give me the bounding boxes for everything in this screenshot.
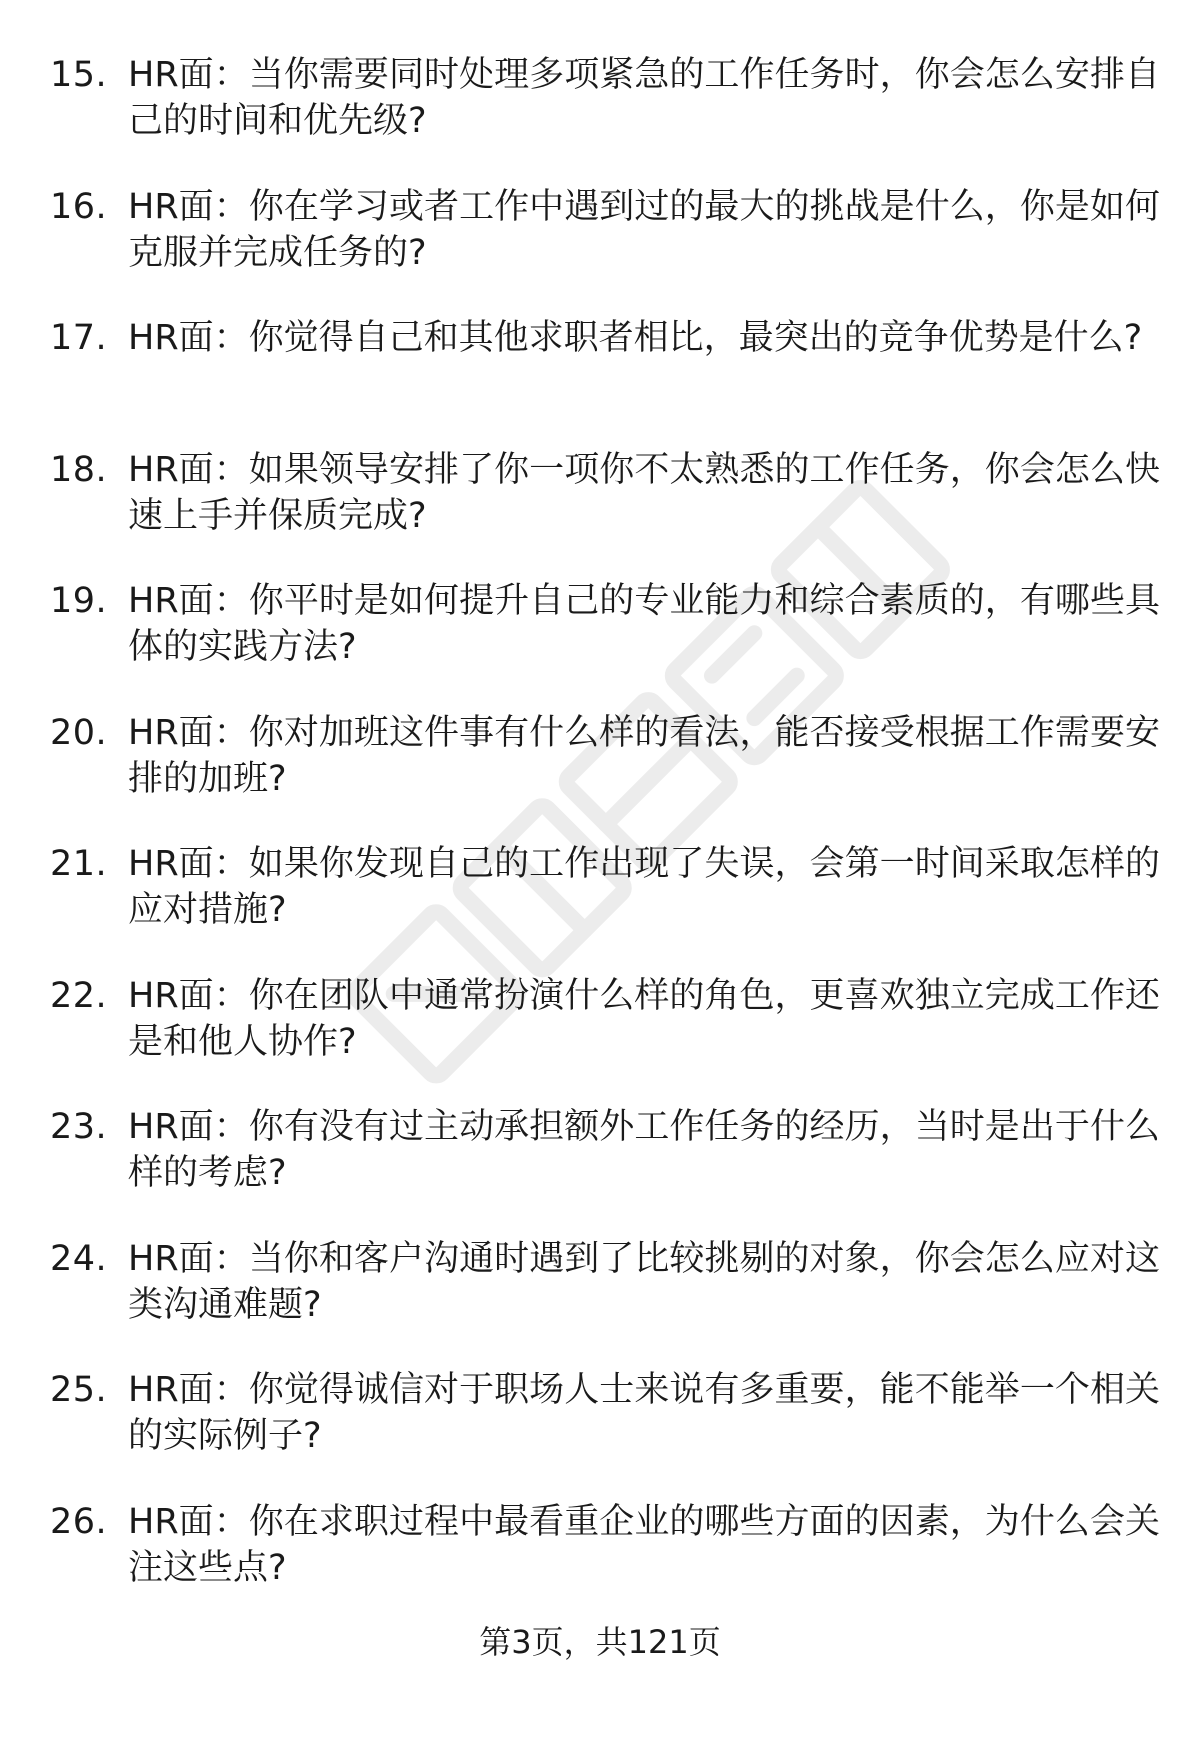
question-number: 21. [50, 844, 108, 884]
list-item [50, 1104, 1160, 1236]
question-text: HR面：你在求职过程中最看重企业的哪些方面的因素，为什么会关注这些点? [128, 1501, 1160, 1588]
list-item [50, 973, 1160, 1105]
question-text: HR面：你对加班这件事有什么样的看法，能否接受根据工作需要安排的加班? [128, 712, 1160, 799]
list-item [50, 578, 1160, 710]
question-number: 22. [50, 975, 108, 1016]
question-text: HR面：你觉得自己和其他求职者相比，最突出的竞争优势是什么? [128, 318, 1143, 358]
list-item [50, 841, 1160, 973]
list-item [50, 184, 1160, 316]
question-text: HR面：你在学习或者工作中遇到过的最大的挑战是什么，你是如何克服并完成任务的? [128, 186, 1160, 273]
question-number: 24. [50, 1238, 108, 1279]
list-item [50, 1367, 1160, 1499]
list-item [50, 1499, 1160, 1631]
list-item [50, 1236, 1160, 1368]
question-number: 23. [50, 1107, 108, 1147]
list-item [50, 52, 1160, 184]
page-footer: 第3页，共121页 [479, 1623, 721, 1661]
list-item [50, 710, 1160, 842]
question-number: 16. [50, 186, 108, 227]
question-text: HR面：你在团队中通常扮演什么样的角色，更喜欢独立完成工作还是和他人协作? [128, 975, 1160, 1062]
question-number: 26. [50, 1501, 108, 1542]
question-text: HR面：如果你发现自己的工作出现了失误，会第一时间采取怎样的应对措施? [128, 844, 1160, 930]
question-number: 20. [50, 712, 108, 753]
question-number: 19. [50, 581, 108, 621]
question-text: HR面：当你和客户沟通时遇到了比较挑剔的对象，你会怎么应对这类沟通难题? [128, 1238, 1160, 1325]
question-number: 25. [50, 1370, 108, 1410]
question-text: HR面：当你需要同时处理多项紧急的工作任务时，你会怎么安排自己的时间和优先级? [128, 55, 1160, 141]
question-text: HR面：你觉得诚信对于职场人士来说有多重要，能不能举一个相关的实际例子? [128, 1370, 1160, 1456]
question-text: HR面：如果领导安排了你一项你不太熟悉的工作任务，你会怎么快速上手并保质完成? [128, 449, 1160, 536]
question-number: 15. [50, 55, 108, 95]
question-list [50, 52, 1160, 1630]
question-number: 17. [50, 318, 108, 358]
question-number: 18. [50, 449, 108, 490]
question-text: HR面：你有没有过主动承担额外工作任务的经历，当时是出于什么样的考虑? [128, 1107, 1160, 1193]
list-item [50, 447, 1160, 579]
list-item [50, 315, 1160, 447]
question-text: HR面：你平时是如何提升自己的专业能力和综合素质的，有哪些具体的实践方法? [128, 581, 1160, 667]
